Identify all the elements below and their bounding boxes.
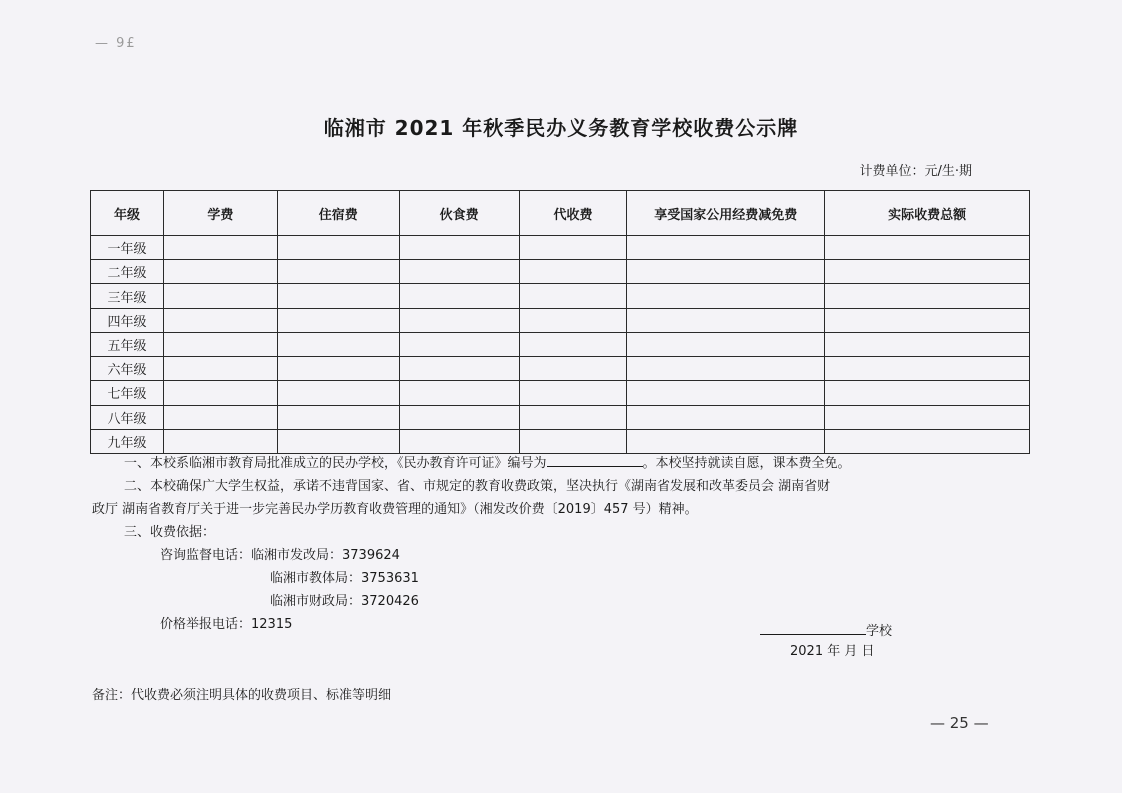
grade-cell: 六年级 xyxy=(91,357,164,381)
school-signature xyxy=(760,620,892,639)
table-row xyxy=(91,357,1030,381)
table-row xyxy=(91,308,1030,332)
phone-finance-bureau: 临湘市财政局：3720426 xyxy=(270,594,419,609)
grade-cell: 九年级 xyxy=(91,429,164,453)
table-header-row xyxy=(91,191,1030,236)
col-header-tuition: 学费 xyxy=(163,191,277,236)
table-row xyxy=(91,236,1030,260)
note-1-text-b: 。本校坚持就读自愿，课本费全免。 xyxy=(642,456,851,471)
notes-section xyxy=(92,452,1012,636)
fee-unit: 计费单位：元/生·期 xyxy=(859,164,972,179)
table-row xyxy=(91,429,1030,453)
school-name-blank xyxy=(760,620,866,635)
table-row xyxy=(91,405,1030,429)
table-row xyxy=(91,284,1030,308)
grade-cell: 一年级 xyxy=(91,236,164,260)
table-row xyxy=(91,381,1030,405)
grade-cell: 四年级 xyxy=(91,308,164,332)
col-header-exemption: 享受国家公用经费减免费 xyxy=(627,191,825,236)
col-header-collection: 代收费 xyxy=(519,191,627,236)
grade-cell: 八年级 xyxy=(91,405,164,429)
grade-cell: 二年级 xyxy=(91,260,164,284)
note-1-text-a: 一、本校系临湘市教育局批准成立的民办学校，《民办教育许可证》编号为 xyxy=(124,456,547,471)
phone-education-bureau: 临湘市教体局：3753631 xyxy=(270,571,419,586)
note-3: 三、收费依据： xyxy=(124,525,216,540)
grade-cell: 七年级 xyxy=(91,381,164,405)
note-2-line-2: 政厅 湖南省教育厅关于进一步完善民办学历教育收费管理的通知》（湘发改价费〔2019〕457 号）精神。 xyxy=(92,502,698,517)
fee-table xyxy=(90,190,1030,454)
grade-cell: 三年级 xyxy=(91,284,164,308)
phone-development-bureau: 咨询监督电话：临湘市发改局：3739624 xyxy=(160,548,400,563)
page-number: — 25 — xyxy=(930,714,989,732)
page-title: 临湘市 2021 年秋季民办义务教育学校收费公示牌 xyxy=(323,116,799,140)
table-body xyxy=(91,236,1030,454)
col-header-meals: 伙食费 xyxy=(399,191,519,236)
table-row xyxy=(91,332,1030,356)
col-header-grade: 年级 xyxy=(91,191,164,236)
note-1 xyxy=(92,452,1012,475)
license-number-blank xyxy=(547,452,643,467)
school-label: 学校 xyxy=(866,624,893,639)
grade-cell: 五年级 xyxy=(91,332,164,356)
header-mark: — 9£ xyxy=(95,36,137,51)
note-2-line-1: 二、本校确保广大学生权益，承诺不违背国家、省、市规定的教育收费政策，坚决执行《湖南省发展和改革委员会 湖南省财 xyxy=(124,479,831,494)
col-header-accommodation: 住宿费 xyxy=(277,191,399,236)
remark: 备注：代收费必须注明具体的收费项目、标准等明细 xyxy=(92,688,392,703)
sign-date: 2021 年 月 日 xyxy=(790,644,875,659)
phone-price-report: 价格举报电话：12315 xyxy=(160,617,293,632)
table-row xyxy=(91,260,1030,284)
col-header-total: 实际收费总额 xyxy=(825,191,1030,236)
